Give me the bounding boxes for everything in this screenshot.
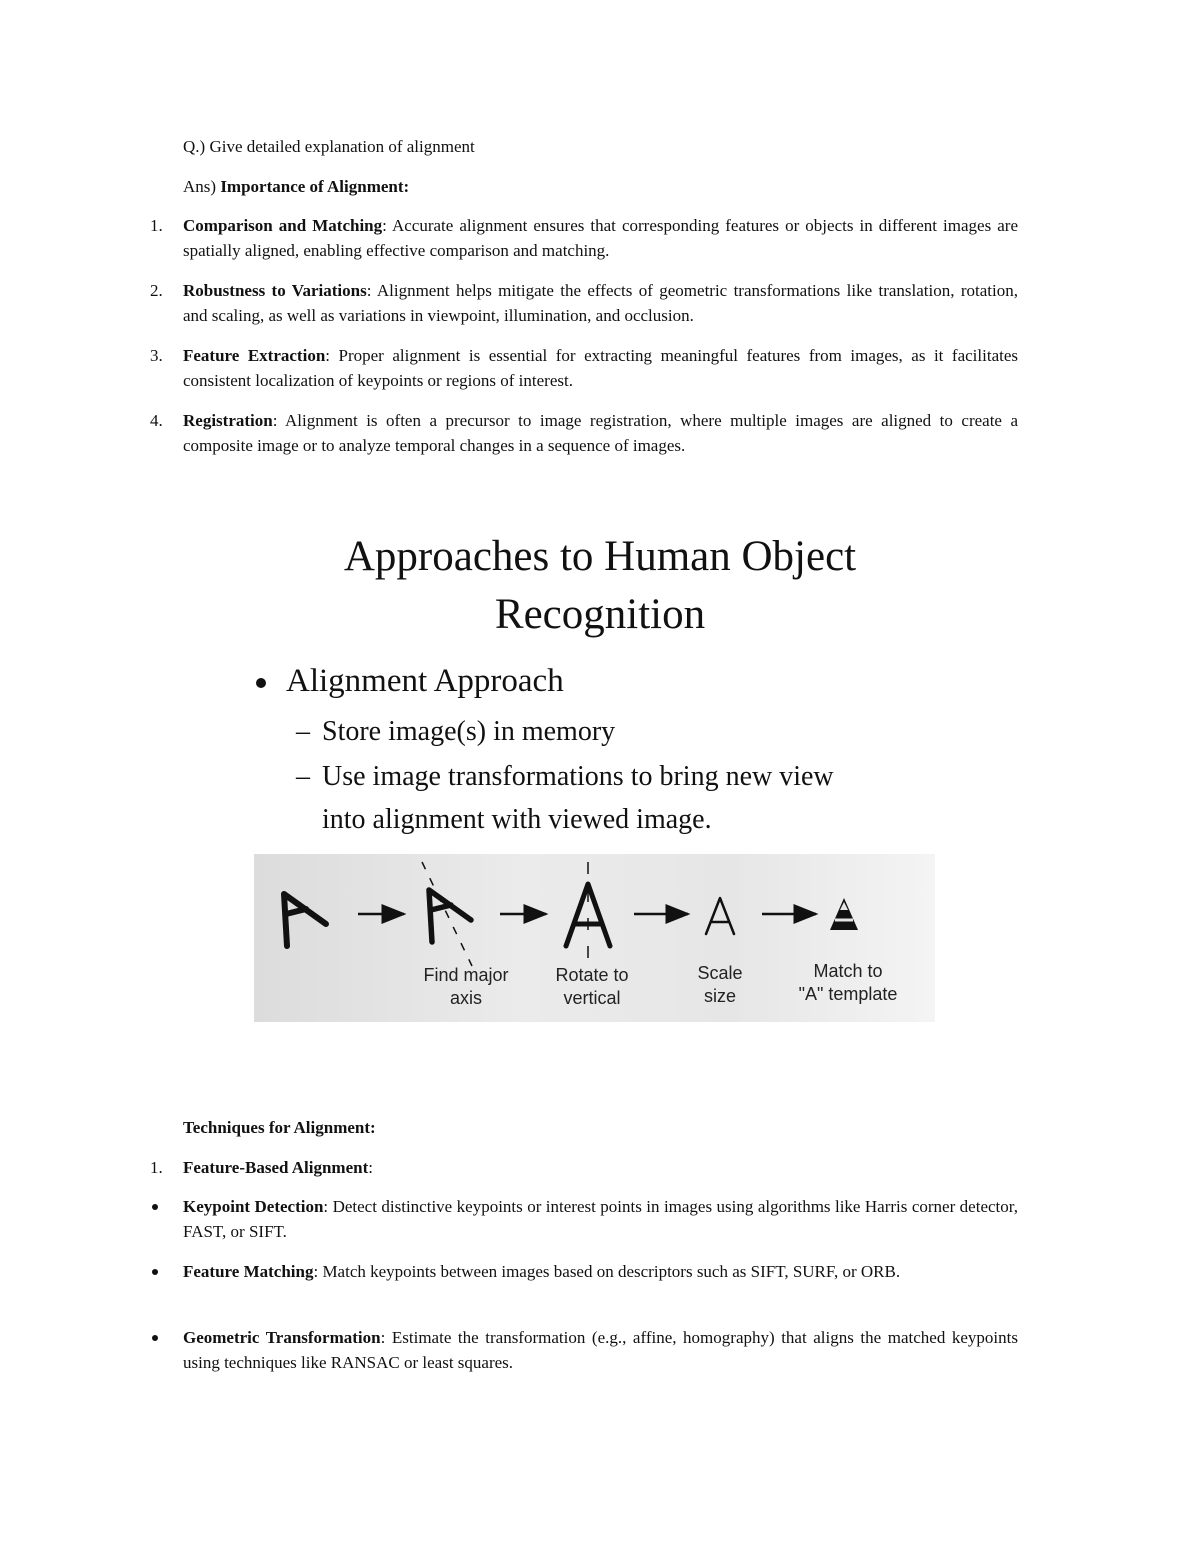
dash-mark: – (296, 761, 310, 792)
step-label-line: vertical (563, 988, 621, 1008)
techniques-title: Techniques for Alignment: (183, 1118, 376, 1137)
item-number: 1. (150, 1158, 163, 1177)
item-term: Comparison and Matching (183, 216, 383, 235)
item-term: Keypoint Detection (183, 1197, 324, 1216)
list-item (150, 343, 1018, 393)
bullet-dot (152, 1335, 158, 1341)
list-item (150, 213, 1018, 263)
alignment-figure (254, 854, 935, 1022)
item-text: : Alignment helps mitigate the effects of geometric transformations like translation, rotation, and scaling, as well as variations in viewpoint, illumination, and occlusion. (183, 281, 1018, 325)
step-label-line: Scale (697, 963, 743, 983)
bullet-dot (256, 678, 266, 688)
step-label-line: Find major (423, 965, 509, 985)
step-label-line: Rotate to (555, 965, 629, 985)
item-text: : Alignment is often a precursor to image registration, where multiple images are aligned to create a composite image or to analyze temporal changes in a sequence of images. (183, 411, 1018, 455)
bullet-item (150, 1194, 1018, 1244)
slide-bullet-text: Alignment Approach (286, 663, 564, 699)
bullet-item (150, 1259, 1018, 1284)
slide-subbullet-text: Store image(s) in memory (322, 716, 616, 747)
item-text: : Accurate alignment ensures that corresponding features or objects in different images are spatially aligned, enabling effective comparison and matching. (183, 216, 1018, 260)
item-term: Feature-Based Alignment (183, 1158, 369, 1177)
step-label-line: Match to (813, 961, 883, 981)
bullet-dot (152, 1204, 158, 1210)
scaled-letter-icon (706, 898, 734, 934)
item-number: 4. (150, 411, 163, 430)
item-text: : (368, 1158, 373, 1177)
template-letter-icon (830, 898, 858, 930)
item-term: Registration (183, 411, 273, 430)
slide-subbullet-text: Use image transformations to bring new view (322, 761, 834, 792)
section-heading-importance (183, 174, 1017, 199)
item-text: : Detect distinctive keypoints or interest points in images using algorithms like Harris corner detector, FAST, or SIFT. (183, 1197, 1018, 1241)
item-term: Feature Extraction (183, 346, 326, 365)
step-label-line: axis (449, 988, 482, 1008)
major-axis-letter-icon (422, 862, 472, 966)
figure-step-label (406, 964, 526, 1010)
item-number: 3. (150, 346, 163, 365)
figure-step-label (532, 964, 652, 1010)
question-text: Q.) Give detailed explanation of alignment (183, 137, 475, 156)
answer-prefix: Ans) (183, 177, 217, 196)
list-item (150, 278, 1018, 328)
figure-step-label (778, 960, 918, 1006)
importance-title: Importance of Alignment: (220, 177, 410, 196)
figure-step-label (660, 962, 780, 1008)
slide-subbullet-text: into alignment with viewed image. (322, 804, 712, 835)
bullet-dot (152, 1269, 158, 1275)
slide-title (254, 528, 946, 644)
item-number: 2. (150, 281, 163, 300)
item-term: Robustness to Variations (183, 281, 367, 300)
slide-title-line: Recognition (494, 591, 706, 638)
slide-title-line: Approaches to Human Object (343, 533, 857, 580)
tilted-letter-icon (284, 894, 326, 946)
list-item (150, 408, 1018, 458)
dash-mark: – (296, 716, 310, 747)
item-term: Feature Matching (183, 1262, 314, 1281)
list-item (150, 1155, 1018, 1180)
item-number: 1. (150, 216, 163, 235)
item-term: Geometric Transformation (183, 1328, 381, 1347)
item-text: : Proper alignment is essential for extracting meaningful features from images, as it facilitates consistent localization of keypoints or regions of interest. (183, 346, 1018, 390)
vertical-letter-icon (566, 862, 610, 966)
bullet-item (150, 1325, 1018, 1375)
step-label-line: "A" template (798, 984, 898, 1004)
item-text: : Estimate the transformation (e.g., affine, homography) that aligns the matched keypoints using techniques like RANSAC or least squares. (183, 1328, 1018, 1372)
step-label-line: size (703, 986, 736, 1006)
item-text: : Match keypoints between images based on descriptors such as SIFT, SURF, or ORB. (313, 1262, 901, 1281)
section-heading-techniques (183, 1115, 1017, 1140)
